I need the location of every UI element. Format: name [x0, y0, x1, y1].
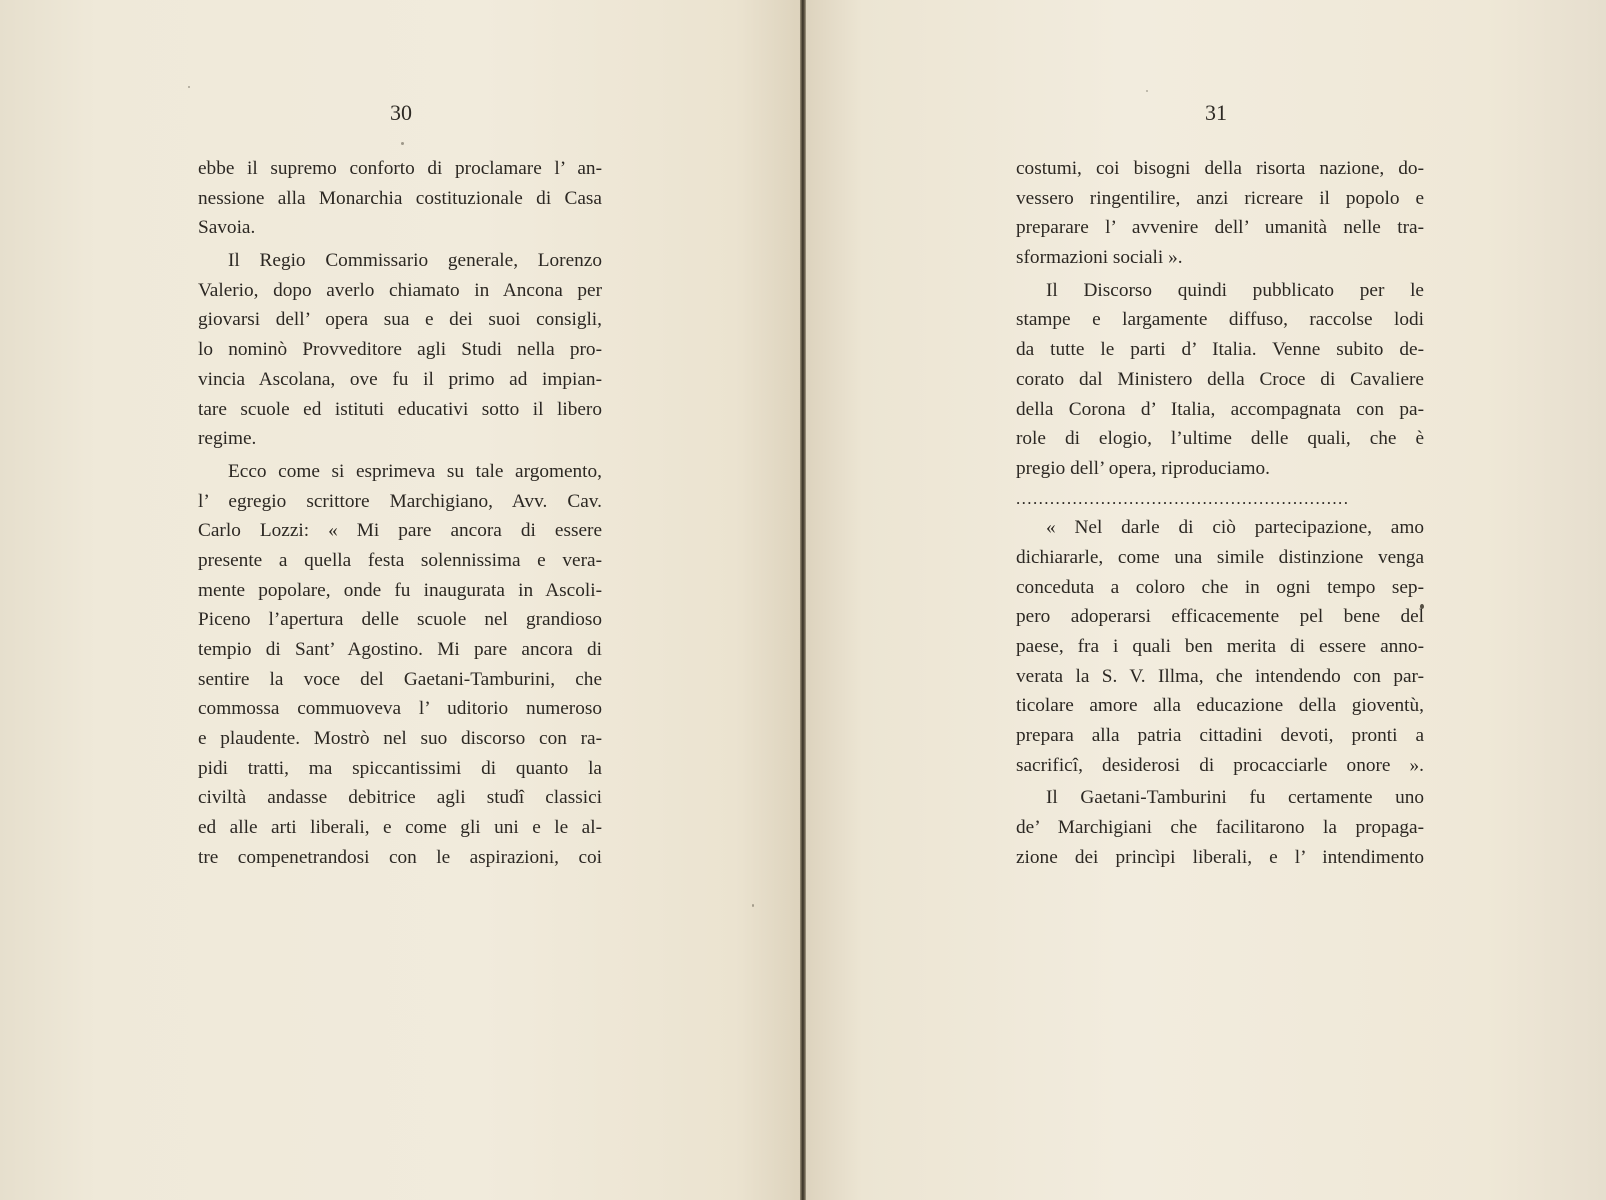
text-line: e plaudente. Mostrò nel suo discorso con ra-: [198, 728, 602, 750]
text-line: role di elogio, l’ultime delle quali, che è: [1016, 428, 1424, 450]
text-line: Carlo Lozzi: « Mi pare ancora di essere: [198, 520, 602, 542]
ink-speck: [752, 904, 754, 907]
text-line: tre compenetrandosi con le aspirazioni, coi: [198, 846, 602, 868]
text-line: paese, fra i quali ben merita di essere anno-: [1016, 636, 1424, 657]
left-page-body: [198, 154, 602, 873]
text-line: regime.: [198, 428, 257, 450]
text-line: giovarsi dell’ opera sua e dei suoi consigli,: [198, 309, 602, 331]
text-line: « Nel darle di ciò partecipazione, amo: [1046, 517, 1424, 539]
text-line: zione dei princìpi liberali, e l’ intendimento: [1016, 846, 1424, 868]
text-line: ebbe il supremo conforto di proclamare l’ an-: [198, 158, 602, 179]
text-line: Valerio, dopo averlo chiamato in Ancona per: [198, 279, 602, 301]
text-line: preparare l’ avvenire dell’ umanità nelle tra-: [1016, 217, 1424, 239]
text-line: pregio dell’ opera, riproduciamo.: [1016, 457, 1270, 479]
text-line: mente popolare, onde fu inaugurata in Ascoli-: [198, 579, 602, 601]
text-line: ticolare amore alla educazione della gioventù,: [1016, 695, 1424, 717]
text-line: lo nominò Provveditore agli Studi nella pro-: [198, 339, 602, 361]
text-line: prepara alla patria cittadini devoti, pronti a: [1016, 725, 1424, 747]
ink-speck: [188, 86, 190, 88]
text-line: verata la S. V. Illma, che intendendo con par-: [1016, 665, 1424, 687]
text-line: civiltà andasse debitrice agli studî classici: [198, 787, 602, 809]
right-page-number: 31: [1205, 100, 1227, 125]
text-line: vessero ringentilire, anzi ricreare il popolo e: [1016, 187, 1424, 209]
text-line: Il Gaetani-Tamburini fu certamente uno: [1046, 787, 1424, 809]
left-page: [0, 0, 800, 1200]
ink-speck: [1146, 90, 1148, 92]
text-line: pero adoperarsi efficacemente pel bene del: [1016, 606, 1424, 628]
text-line: presente a quella festa solennissima e vera-: [198, 549, 602, 571]
text-line: commossa commuoveva l’ uditorio numeroso: [198, 698, 602, 720]
right-page: [806, 0, 1606, 1200]
left-page-number: 30: [390, 100, 412, 125]
text-line: conceduta a coloro che in ogni tempo sep-: [1016, 576, 1424, 598]
text-line: stampe e largamente diffuso, raccolse lodi: [1016, 309, 1424, 331]
text-line: da tutte le parti d’ Italia. Venne subito de-: [1016, 339, 1424, 361]
text-line: sformazioni sociali ».: [1016, 247, 1183, 269]
text-line: l’ egregio scrittore Marchigiano, Avv. Cav.: [198, 490, 602, 512]
text-line: ed alle arti liberali, e come gli uni e le al-: [198, 817, 602, 839]
ink-speck: [401, 142, 404, 145]
text-line: corato dal Ministero della Croce di Cavaliere: [1016, 368, 1424, 390]
text-line: Piceno l’apertura delle scuole nel grandioso: [198, 609, 602, 631]
text-line: vincia Ascolana, ove fu il primo ad impian-: [198, 368, 602, 390]
dotted-separator: ...........................................................: [1016, 488, 1350, 508]
text-line: della Corona d’ Italia, accompagnata con pa-: [1016, 398, 1424, 420]
text-line: nessione alla Monarchia costituzionale di Casa: [198, 187, 602, 209]
text-line: Il Regio Commissario generale, Lorenzo: [228, 250, 602, 272]
text-line: sacrificî, desiderosi di procacciarle onore ».: [1016, 754, 1424, 776]
text-line: Il Discorso quindi pubblicato per le: [1046, 279, 1424, 301]
text-line: costumi, coi bisogni della risorta nazione, do-: [1016, 158, 1424, 179]
text-line: tare scuole ed istituti educativi sotto il libero: [198, 398, 602, 420]
text-line: pidi tratti, ma spiccantissimi di quanto la: [198, 757, 602, 779]
text-line: Savoia.: [198, 217, 256, 239]
right-page-body: [1016, 154, 1424, 873]
text-line: tempio di Sant’ Agostino. Mi pare ancora di: [198, 639, 602, 660]
text-line: Ecco come si esprimeva su tale argomento,: [228, 460, 602, 482]
text-line: dichiararle, come una simile distinzione venga: [1016, 546, 1424, 568]
text-line: sentire la voce del Gaetani-Tamburini, che: [198, 668, 602, 690]
text-line: de’ Marchigiani che facilitarono la propaga-: [1016, 817, 1424, 839]
